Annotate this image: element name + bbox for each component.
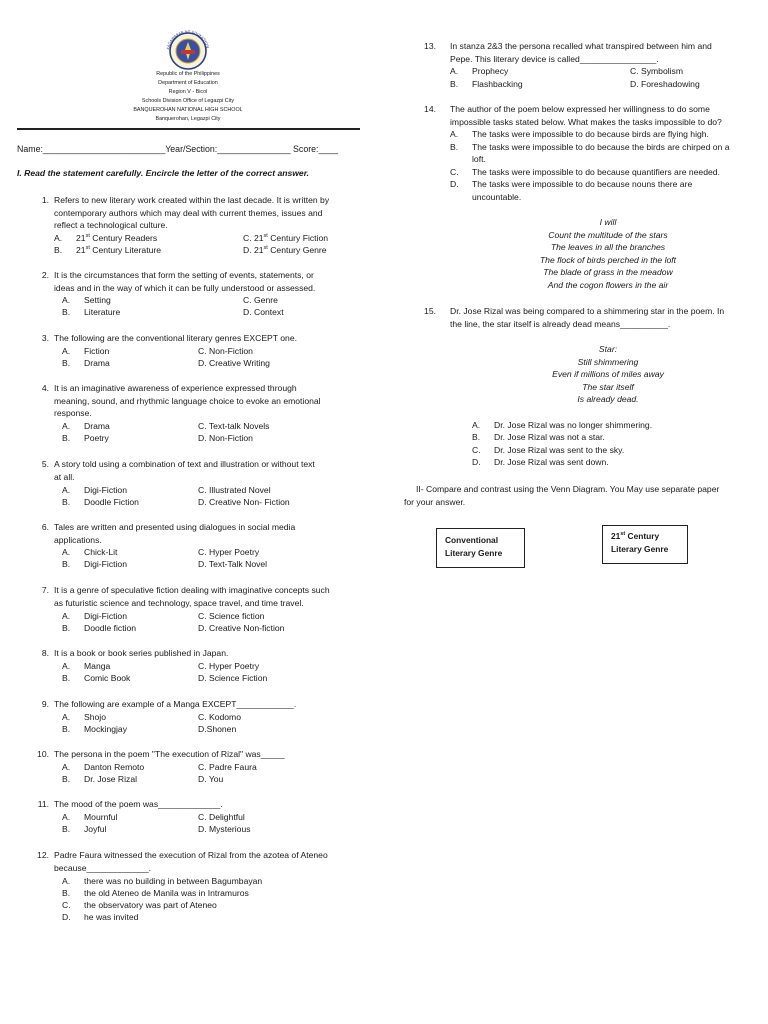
question-text: Tales are written and presented using dialogues in social media: [54, 522, 296, 532]
option-b[interactable]: B. 21st Century Literature: [54, 245, 162, 255]
option-b[interactable]: B. the old Ateneo de Manila was in Intramuros: [62, 888, 249, 898]
poem-star: [458, 343, 758, 406]
header-school: BANQUEROHAN NATIONAL HIGH SCHOOL: [133, 107, 243, 113]
option-c[interactable]: C. the observatory was part of Ateneo: [62, 900, 217, 910]
question-text: A story told using a combination of text and illustration or without text: [54, 459, 315, 469]
option-d[interactable]: D. Dr. Jose Rizal was sent down.: [472, 457, 609, 467]
option-b[interactable]: B. Drama: [62, 358, 110, 368]
header-republic: Republic of the Philippines: [156, 71, 220, 77]
option-d[interactable]: D. You: [198, 774, 224, 784]
option-c[interactable]: C. Genre: [243, 295, 278, 305]
question-number: 15.: [424, 306, 436, 316]
venn-box-conventional-literary-genre: Conventional Literary Genre: [436, 528, 525, 568]
question-number: 3.: [41, 333, 49, 343]
option-c[interactable]: C. Non-Fiction: [198, 346, 253, 356]
question-text: contemporary authors which may deal with current themes, issues and: [54, 207, 323, 218]
option-d[interactable]: D. Non-Fiction: [198, 433, 253, 443]
question-number: 8.: [41, 648, 49, 658]
option-d[interactable]: D. Creative Writing: [198, 358, 270, 368]
question-text: the line, the star itself is already dead means__________.: [450, 318, 671, 329]
question-text: Refers to new literary work created within the last decade. It is written by: [54, 195, 330, 205]
option-b[interactable]: B. Dr. Jose Rizal was not a star.: [472, 432, 605, 442]
option-a[interactable]: A. Fiction: [62, 346, 110, 356]
option-d[interactable]: D. Mysterious: [198, 824, 251, 834]
option-b[interactable]: B. Doodle Fiction: [62, 497, 139, 507]
option-d[interactable]: D. Creative Non- Fiction: [198, 497, 290, 507]
option-a[interactable]: A. Chick-Lit: [62, 547, 118, 557]
header-divider: [17, 128, 360, 130]
question-number: 11.: [37, 799, 49, 809]
option-a[interactable]: A. there was no building in between Bagumbayan: [62, 876, 263, 886]
option-c[interactable]: C. Text-talk Novels: [198, 421, 270, 431]
question-text: The author of the poem below expressed her willingness to do some: [450, 104, 710, 114]
poem-line: Is already dead.: [577, 394, 639, 405]
question-text: It is a book or book series published in Japan.: [54, 648, 229, 658]
question-text: response.: [54, 408, 92, 419]
option-b[interactable]: B. Dr. Jose Rizal: [62, 774, 138, 784]
poem-line: Star:: [598, 344, 618, 354]
option-c[interactable]: C. Delightful: [198, 812, 245, 822]
poem-line: I will: [599, 217, 617, 227]
option-a[interactable]: A. Shojo: [62, 712, 106, 722]
option-a[interactable]: A. Digi-Fiction: [62, 485, 127, 495]
option-d[interactable]: D. Creative Non-fiction: [198, 623, 285, 633]
option-d[interactable]: D. Context: [243, 307, 284, 317]
question-text: It is an imaginative awareness of experience expressed through: [54, 383, 297, 393]
question-number: 1.: [41, 195, 49, 205]
question-number: 4.: [41, 383, 49, 393]
option-a[interactable]: A. Prophecy: [450, 66, 509, 76]
option-b[interactable]: B. Digi-Fiction: [62, 559, 127, 569]
poem-line: The blade of grass in the meadow: [543, 267, 673, 278]
question-text: ideas and in the way of which it can be fully understood or assessed.: [54, 282, 316, 293]
option-a[interactable]: A. Digi-Fiction: [62, 611, 127, 621]
option-d[interactable]: D. 21st Century Genre: [243, 245, 327, 255]
option-a[interactable]: A. Mournful: [62, 812, 118, 822]
instruction-part-2: II- Compare and contrast using the Venn Diagram. You May use separate paper for your answer.: [404, 484, 720, 507]
poem-line: The star itself: [582, 381, 634, 392]
name-section-score-line: Name:_________________________Year/Section:_______________ Score:____: [17, 144, 339, 154]
question-number: 2.: [41, 270, 49, 280]
option-c[interactable]: C. Dr. Jose Rizal was sent to the sky.: [472, 445, 625, 455]
option-a[interactable]: A. Dr. Jose Rizal was no longer shimmering.: [472, 420, 653, 430]
question-text: Dr. Jose Rizal was being compared to a shimmering star in the poem. In: [450, 306, 725, 316]
question-text: In stanza 2&3 the persona recalled what transpired between him and: [450, 41, 712, 51]
poem-line: Even if millions of miles away: [552, 369, 664, 380]
option-a[interactable]: A. 21st Century Readers: [54, 233, 158, 243]
question-text: impossible tasks stated below. What makes the tasks impossible to do?: [450, 116, 722, 127]
poem-line: Still shimmering: [577, 356, 639, 367]
option-b[interactable]: B. The tasks were impossible to do because the birds are chirped on a: [450, 142, 730, 152]
question-text: Padre Faura witnessed the execution of Rizal from the azotea of Ateneo: [54, 850, 328, 860]
seal-text: KAGAWARAN NG EDUKASYON: [166, 30, 210, 50]
option-d[interactable]: D. Text-Talk Novel: [198, 559, 268, 569]
question-text: It is a genre of speculative fiction dealing with imaginative concepts such: [54, 585, 330, 595]
question-text: because_____________.: [54, 862, 152, 873]
option-d-continued[interactable]: uncountable.: [472, 192, 522, 202]
question-text: reflect a technological culture.: [54, 220, 168, 231]
question-number: 13.: [424, 41, 436, 51]
option-d[interactable]: D. Science Fiction: [198, 673, 268, 683]
header-address: Banquerohan, Legazpi City: [155, 116, 221, 122]
option-d[interactable]: D. he was invited: [62, 912, 139, 922]
option-b[interactable]: B. Comic Book: [62, 673, 131, 683]
question-number: 9.: [41, 699, 49, 709]
option-c[interactable]: C. 21st Century Fiction: [243, 233, 329, 243]
option-c[interactable]: C. Kodomo: [198, 712, 241, 722]
option-c[interactable]: C. Science fiction: [198, 611, 265, 621]
option-b[interactable]: B. Doodle fiction: [62, 623, 137, 633]
option-a[interactable]: A. Manga: [62, 661, 111, 671]
question-number: 5.: [41, 459, 49, 469]
option-b[interactable]: B. Joyful: [62, 824, 107, 834]
question-text: It is the circumstances that form the setting of events, statements, or: [54, 270, 314, 280]
option-a[interactable]: A. Drama: [62, 421, 110, 431]
option-c[interactable]: C. Hyper Poetry: [198, 547, 260, 557]
question-number: 14.: [424, 104, 436, 114]
question-text: The persona in the poem "The execution of Rizal" was_____: [54, 749, 285, 759]
option-b[interactable]: B. Poetry: [62, 433, 109, 443]
question-number: 10.: [37, 749, 49, 759]
question-number: 12.: [37, 850, 49, 860]
question-text: Pepe. This literary device is called________________.: [450, 53, 659, 64]
question-text: The following are the conventional literary genres EXCEPT one.: [54, 333, 297, 343]
deped-seal-logo: [163, 30, 213, 70]
header-department: Department of Education: [158, 80, 218, 86]
header-division: Schools Division Office of Legazpi City: [141, 98, 235, 104]
header-region: Region V - Bicol: [168, 89, 208, 95]
option-b[interactable]: B. Mockingjay: [62, 724, 127, 734]
option-b[interactable]: B. Literature: [62, 307, 121, 317]
question-text: The following are example of a Manga EXCEPT____________.: [54, 699, 297, 709]
question-text: as futuristic science and technology, space travel, and time travel.: [54, 597, 304, 608]
option-a[interactable]: A. Danton Remoto: [62, 762, 145, 772]
poem-line: The leaves in all the branches: [550, 242, 666, 253]
option-a[interactable]: A. Setting: [62, 295, 111, 305]
venn-box-21st-century-literary-genre: 21st Century Literary Genre: [602, 525, 688, 564]
instruction-part-1: I. Read the statement carefully. Encircle the letter of the correct answer.: [17, 168, 309, 178]
question-text: at all.: [54, 471, 75, 482]
option-d[interactable]: D. The tasks were impossible to do because nouns there are: [450, 179, 693, 189]
option-c[interactable]: C. Padre Faura: [198, 762, 257, 772]
option-c[interactable]: C. The tasks were impossible to do because quantifiers are needed.: [450, 167, 720, 177]
poem-line: And the cogon flowers in the air: [547, 279, 669, 290]
poem-line: The flock of birds perched in the loft: [539, 254, 677, 265]
option-c[interactable]: C. Hyper Poetry: [198, 661, 260, 671]
option-c[interactable]: C. Illustrated Novel: [198, 485, 271, 495]
question-number: 6.: [41, 522, 49, 532]
option-d[interactable]: D. Foreshadowing: [630, 79, 700, 89]
option-b-continued[interactable]: loft.: [472, 154, 486, 164]
question-number: 7.: [41, 585, 49, 595]
option-c[interactable]: C. Symbolism: [630, 66, 684, 76]
question-text: applications.: [54, 534, 102, 545]
poem-line: Count the multitude of the stars: [548, 229, 668, 240]
option-d[interactable]: D.Shonen: [198, 724, 237, 734]
question-text: meaning, sound, and rhythmic language choice to evoke an emotional: [54, 395, 321, 406]
option-a[interactable]: A. The tasks were impossible to do because birds are flying high.: [450, 129, 709, 139]
question-text: The mood of the poem was_____________.: [54, 799, 223, 809]
poem-i-will: [458, 216, 758, 292]
option-b[interactable]: B. Flashbacking: [450, 79, 523, 89]
